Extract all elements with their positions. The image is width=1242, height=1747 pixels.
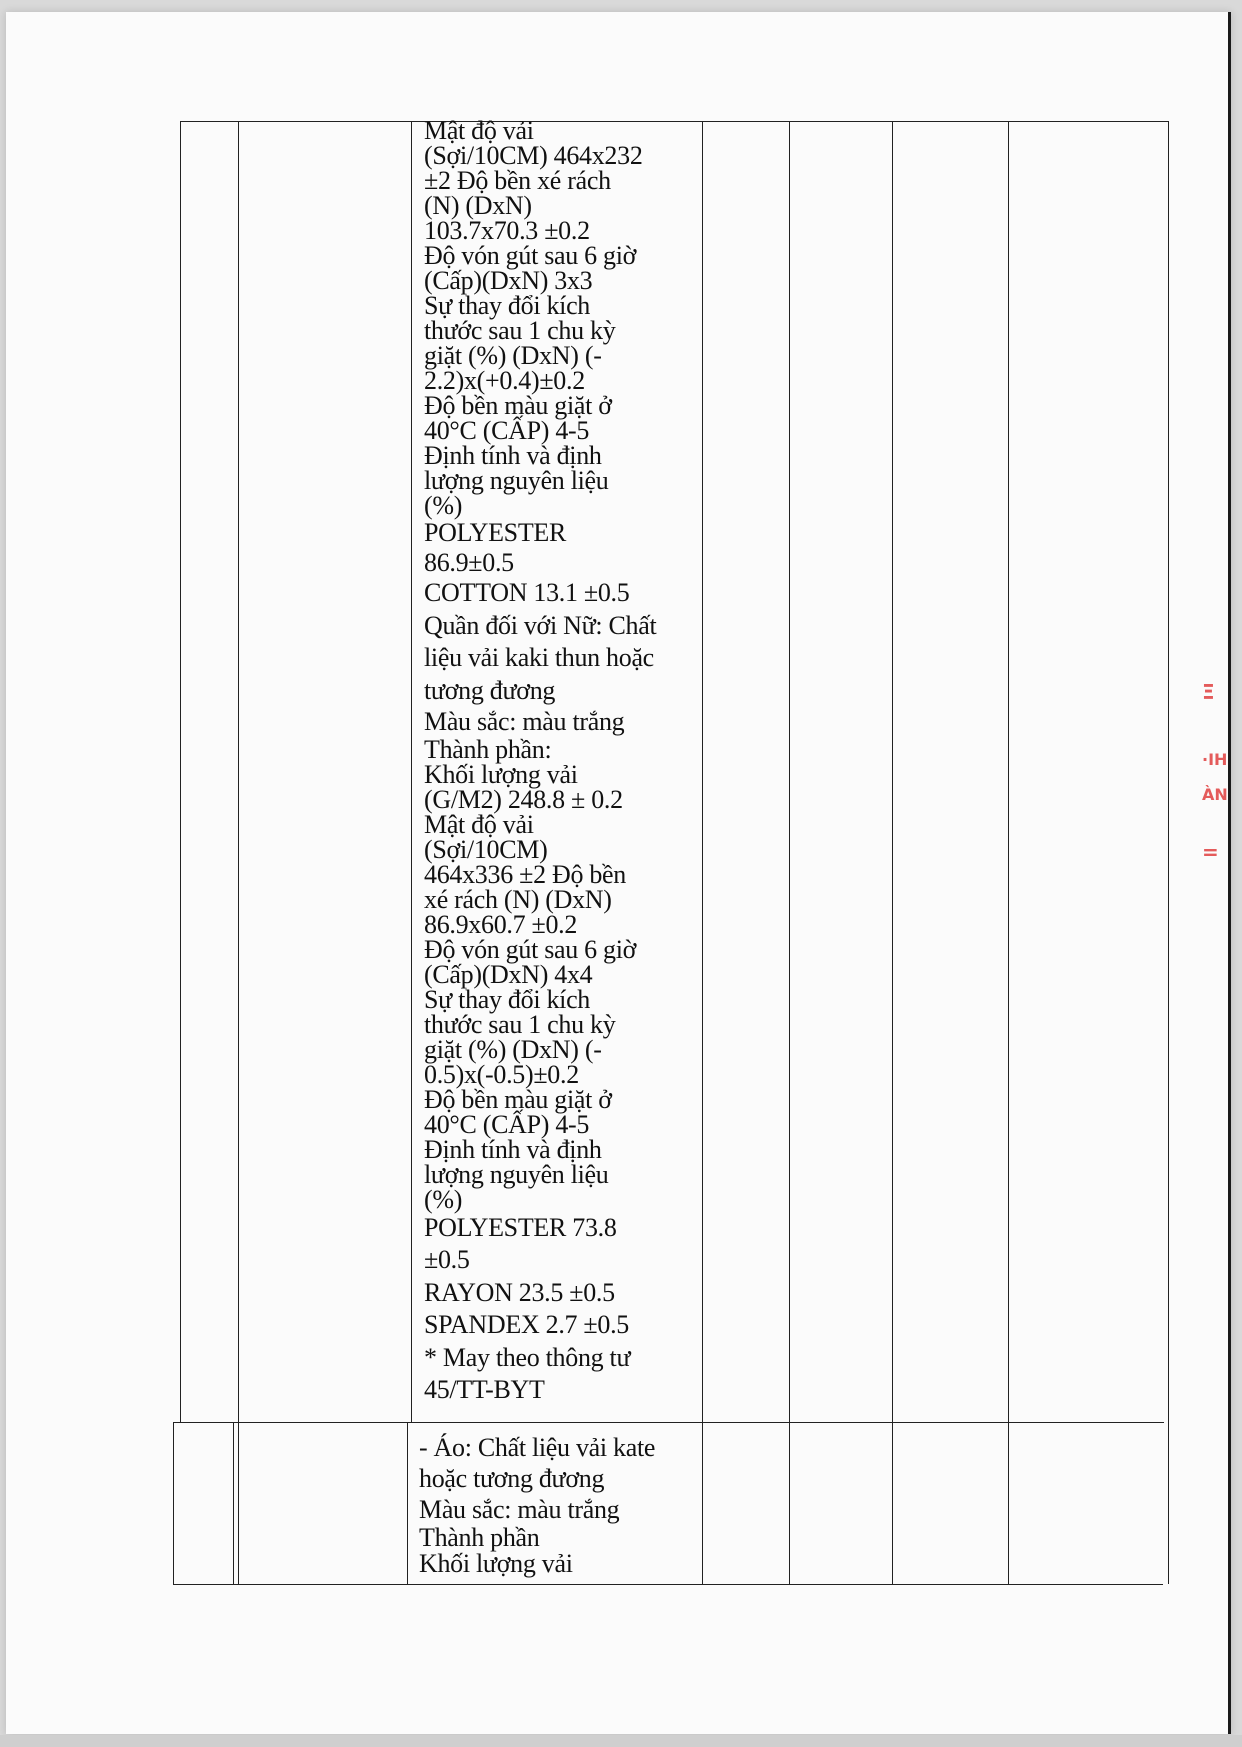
row1-line: Định tính và định	[424, 441, 602, 470]
row1-description-cell	[424, 118, 656, 1407]
row1-line: (Cấp)(DxN) 3x3	[424, 266, 593, 295]
row1-line: 2.2)x(+0.4)±0.2	[424, 366, 585, 395]
row2-line: - Áo: Chất liệu vải kate	[419, 1433, 656, 1462]
row1-line: RAYON 23.5 ±0.5	[424, 1277, 615, 1307]
row1-line: thước sau 1 chu kỳ	[424, 316, 616, 345]
row1-line: 86.9±0.5	[424, 547, 514, 577]
col-border-6	[1008, 121, 1009, 1584]
row1-line: 40°C (CẤP) 4-5	[424, 416, 590, 445]
row1-line: POLYESTER	[424, 518, 567, 547]
row1-line: 0.5)x(-0.5)±0.2	[424, 1059, 579, 1089]
table-top-border	[181, 121, 1169, 122]
row1-line: (G/M2) 248.8 ± 0.2	[424, 784, 623, 814]
row2-line: hoặc tương đương	[419, 1464, 605, 1493]
stamp-fragment: ÀN	[1202, 785, 1228, 804]
row1-line: ±0.5	[424, 1245, 470, 1274]
row1-line: Mật độ vải	[424, 116, 534, 145]
row1-line: 86.9x60.7 ±0.2	[424, 909, 578, 939]
row2-line: Thành phần	[419, 1523, 540, 1552]
row1-line: (N) (DxN)	[424, 191, 532, 220]
row1-line: * May theo thông tư	[424, 1342, 631, 1372]
row1-line: Sự thay đổi kích	[424, 291, 591, 320]
row2-line: Màu sắc: màu trắng	[419, 1495, 620, 1524]
col-border-5	[892, 121, 893, 1584]
row1-line: thước sau 1 chu kỳ	[424, 1009, 616, 1039]
row1-line: COTTON 13.1 ±0.5	[424, 578, 630, 607]
row1-line: Độ vón gút sau 6 giờ	[424, 934, 637, 964]
row-separator	[174, 1422, 1164, 1423]
row1-line: 464x336 ±2 Độ bền	[424, 859, 626, 889]
row2-line: Khối lượng vải	[419, 1549, 573, 1578]
red-stamp-fragment	[1196, 680, 1236, 880]
row2-description-cell	[419, 1432, 655, 1577]
row1-line: (%)	[424, 491, 463, 520]
row1-line: ±2 Độ bền xé rách	[424, 166, 611, 195]
row1-line: giặt (%) (DxN) (-	[424, 1034, 602, 1064]
col-border-7	[1168, 121, 1169, 1584]
row1-line: Khối lượng vải	[424, 759, 578, 789]
col-border-2b	[407, 1422, 408, 1584]
col-border-4	[789, 121, 790, 1584]
stamp-fragment: Ξ	[1202, 680, 1215, 704]
row1-line: Độ bền màu giặt ở	[424, 1084, 612, 1114]
col-border-3	[702, 121, 703, 1584]
row1-line: tương đương	[424, 675, 556, 705]
page-bottom-edge	[0, 1735, 1242, 1747]
row1-line: xé rách (N) (DxN)	[424, 884, 612, 914]
col-border-2	[411, 121, 412, 1422]
row1-line: (%)	[424, 1184, 463, 1214]
row1-line: Định tính và định	[424, 1134, 602, 1164]
row1-line: lượng nguyên liệu	[424, 1159, 609, 1189]
col-border-0b	[173, 1422, 174, 1584]
row1-line: lượng nguyên liệu	[424, 466, 609, 495]
row1-line: Thành phần:	[424, 734, 552, 764]
row1-line: 45/TT-BYT	[424, 1375, 545, 1404]
col-border-1	[238, 121, 239, 1584]
row1-line: Mật độ vải	[424, 809, 534, 839]
row1-line: Quần đối với Nữ: Chất	[424, 610, 657, 640]
col-border-1b	[233, 1422, 234, 1584]
table-bottom-border	[173, 1584, 1163, 1585]
row1-line: giặt (%) (DxN) (-	[424, 341, 602, 370]
row1-line: Độ bền màu giặt ở	[424, 391, 612, 420]
row1-line: Màu sắc: màu trắng	[424, 707, 625, 736]
stamp-fragment: =	[1202, 840, 1219, 864]
row1-line: 40°C (CẤP) 4-5	[424, 1109, 590, 1139]
row1-line: SPANDEX 2.7 ±0.5	[424, 1310, 629, 1339]
row1-line: Độ vón gút sau 6 giờ	[424, 241, 637, 270]
row1-line: Sự thay đổi kích	[424, 984, 591, 1014]
row1-line: 103.7x70.3 ±0.2	[424, 216, 590, 245]
row1-line: (Cấp)(DxN) 4x4	[424, 959, 593, 989]
row1-line: POLYESTER 73.8	[424, 1212, 617, 1242]
row1-line: (Sợi/10CM)	[424, 834, 548, 864]
stamp-fragment: ·IH	[1202, 750, 1228, 769]
row1-line: (Sợi/10CM) 464x232	[424, 141, 643, 170]
row1-line: liệu vải kaki thun hoặc	[424, 643, 654, 672]
col-border-0	[180, 121, 181, 1422]
